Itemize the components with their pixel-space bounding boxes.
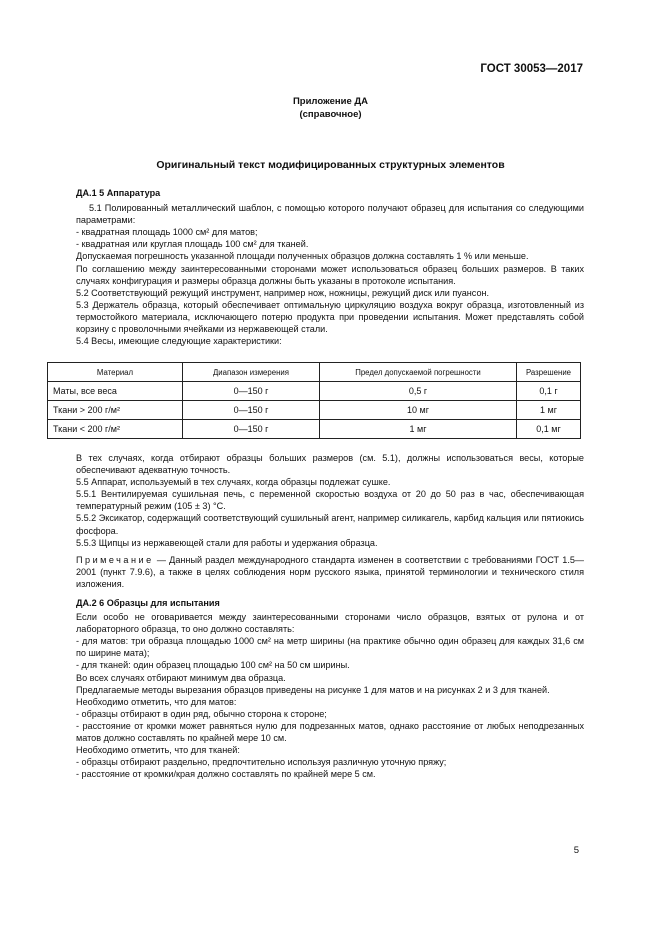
table-cell: Ткани < 200 г/м² (48, 420, 183, 439)
section-heading: ДА.2 6 Образцы для испытания (76, 598, 220, 608)
note (76, 554, 584, 590)
paragraph: Предлагаемые методы вырезания образцов приведены на рисунке 1 для матов и на рисунках 2 и 3 для тканей. (76, 684, 550, 695)
paragraph: 5.5 Аппарат, используемый в тех случаях, когда образцы подлежат сушке. (76, 477, 391, 488)
note-label: Примечание (76, 554, 154, 565)
note-text: — Данный раздел международного стандарта изменен в соответствии с требованиями ГОСТ 1.5—2001 (пункт 7.9.6), а также в целях соблюдения норм русского языка, принятой терминологии и технического стиля изложения. (76, 554, 584, 589)
paragraph: 5.3 Держатель образца, который обеспечивает оптимальную циркуляцию воздуха вокруг образца, изготовленный из термостойкого материала, исключающего потерю продукта при проведении испытания. Может представлять собой корзину с проволочными ячейками из нержавеющей стали. (76, 299, 584, 335)
table-cell: 0,1 мг (517, 420, 581, 439)
table-row (48, 382, 581, 401)
table-cell: 1 мг (517, 401, 581, 420)
paragraph: Необходимо отметить, что для тканей: (76, 745, 240, 756)
paragraph: 5.2 Соответствующий режущий инструмент, например нож, ножницы, режущий диск или пуансон. (76, 287, 490, 298)
main-title: Оригинальный текст модифицированных структурных элементов (156, 159, 505, 171)
paragraph: - расстояние от кромки/края должно составлять по крайней мере 5 см. (76, 769, 376, 780)
table-row (48, 401, 581, 420)
paragraph: - образцы отбирают раздельно, предпочтительно используя различную уточную пряжу; (76, 757, 447, 768)
section-specimens (76, 597, 584, 780)
table-cell: 0,1 г (517, 382, 581, 401)
table-cell: 0—150 г (183, 401, 320, 420)
table-cell: Ткани > 200 г/м² (48, 401, 183, 420)
section-apparatus (76, 187, 584, 347)
table-header: Материал (48, 363, 183, 382)
paragraph: 5.5.3 Щипцы из нержавеющей стали для работы и удержания образца. (76, 537, 378, 548)
table-cell: 0—150 г (183, 382, 320, 401)
table-cell: 10 мг (320, 401, 517, 420)
annex-heading (0, 95, 661, 121)
paragraph: Если особо не оговаривается между заинтересованными сторонами число образцов, взятых от рулона и от лабораторного образца, то оно должно составлять: (76, 612, 584, 635)
paragraph: - расстояние от кромки может равняться нулю для подрезанных матов, однако расстояние от любых неподрезанных матов должно составлять по крайней мере 10 см. (76, 720, 584, 744)
annex-subtitle: (справочное) (299, 109, 362, 120)
table-cell: 1 мг (320, 420, 517, 439)
paragraph: - образцы отбирают в один ряд, обычно сторона к стороне; (76, 708, 327, 719)
standard-number: ГОСТ 30053—2017 (480, 63, 583, 75)
table-header: Разрешение (517, 363, 581, 382)
paragraph: 5.5.1 Вентилируемая сушильная печь, с переменной скоростью воздуха от 20 до 50 раз в час, обеспечивающая температурный режим (105 ± 3) °С. (76, 489, 584, 512)
table-header: Предел допускаемой погрешности (320, 363, 517, 382)
paragraph: Необходимо отметить, что для матов: (76, 696, 237, 707)
paragraph: - квадратная или круглая площадь 100 см² для тканей. (76, 239, 309, 250)
paragraph: - для тканей: один образец площадью 100 см² на 50 см ширины. (76, 660, 350, 671)
paragraph: 5.1 Полированный металлический шаблон, с помощью которого получают образец для испытания со следующими параметрами: (76, 203, 584, 226)
section-heading: ДА.1 5 Аппаратура (76, 188, 161, 198)
table-header-row (48, 363, 581, 382)
page-number: 5 (573, 845, 579, 856)
table-cell: 0,5 г (320, 382, 517, 401)
scales-table (47, 362, 581, 439)
paragraph: В тех случаях, когда отбирают образцы больших размеров (см. 5.1), должны использоваться весы, которые обеспечивают адекватную точность. (76, 453, 584, 476)
paragraph: - для матов: три образца площадью 1000 см² на метр ширины (на практике обычно один образец для каждых 31,6 см по ширине мата); (76, 636, 584, 659)
section-apparatus-continued (76, 452, 584, 590)
paragraph: По соглашению между заинтересованными сторонами может использоваться образец больших размеров. В таких случаях конфигурация и размеры образца должны быть указаны в протоколе испытания. (76, 263, 584, 286)
table-cell: 0—150 г (183, 420, 320, 439)
table-row (48, 420, 581, 439)
paragraph: Допускаемая погрешность указанной площади полученных образцов должна составлять 1 % или меньше. (76, 251, 529, 262)
table-cell: Маты, все веса (48, 382, 183, 401)
paragraph: 5.5.2 Эксикатор, содержащий соответствующий сушильный агент, например силикагель, карбид кальция или пятиокись фосфора. (76, 513, 584, 536)
paragraph: Во всех случаях отбирают минимум два образца. (76, 672, 286, 683)
table-header: Диапазон измерения (183, 363, 320, 382)
paragraph: - квадратная площадь 1000 см² для матов; (76, 227, 258, 238)
annex-title: Приложение ДА (292, 96, 369, 107)
paragraph: 5.4 Весы, имеющие следующие характеристики: (76, 336, 282, 347)
